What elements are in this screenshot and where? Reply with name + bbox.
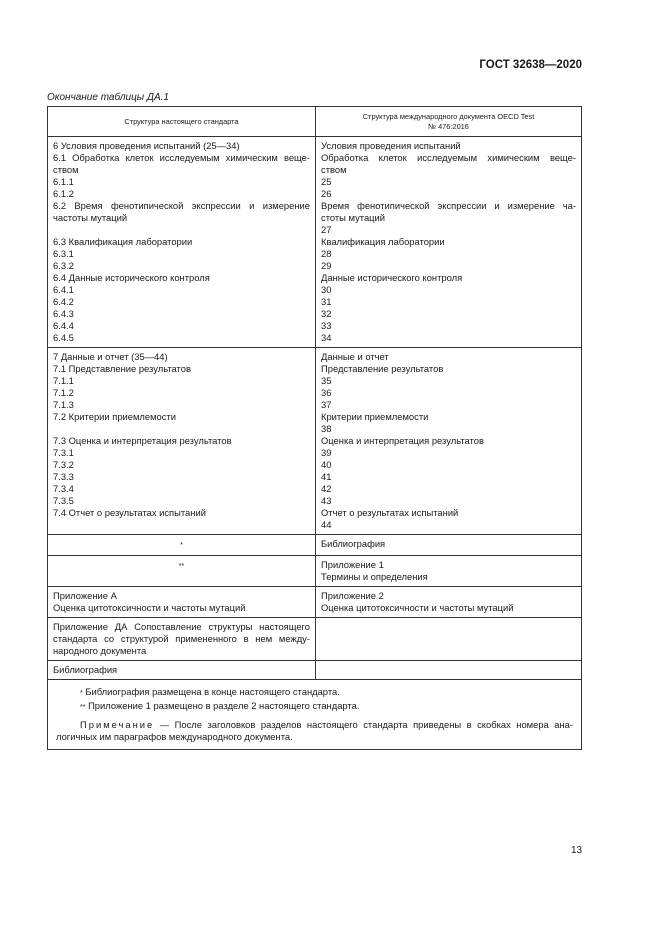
cell-line: 28: [321, 248, 332, 259]
comparison-table: [47, 106, 582, 750]
bibliography-left: *: [48, 535, 316, 556]
cell-line: 34: [321, 332, 332, 343]
cell-line: 7.4 Отчет о результатах испытаний: [53, 507, 206, 518]
cell-line: частоты мутаций: [53, 212, 128, 223]
cell-line: 7.2 Критерии приемлемости: [53, 411, 176, 422]
cell-line: 6.1.2: [53, 188, 74, 199]
cell-line: 6.1 Обработка клеток исследуемым химическим веще-: [53, 152, 310, 163]
cell-line: 44: [321, 519, 332, 530]
cell-line: ством: [53, 164, 79, 175]
cell-line: 31: [321, 296, 332, 307]
cell-line: Приложение 1: [321, 559, 384, 570]
cell-line: 6.4.3: [53, 308, 74, 319]
cell-line: Термины и определения: [321, 571, 428, 582]
col2-header-line2: № 476:2016: [428, 121, 469, 131]
table-row-appendix1: [48, 556, 582, 587]
appendixA-left: [48, 587, 316, 618]
table-row-appendixDA: [48, 618, 582, 661]
cell-line: Отчет о результатах испытаний: [321, 507, 459, 518]
table-header-row: [48, 107, 582, 137]
cell-line: Оценка цитотоксичности и частоты мутаций: [53, 602, 246, 613]
cell-line: 39: [321, 447, 332, 458]
col1-header: Структура настоящего стандарта: [48, 107, 316, 137]
footnote-1: * Библиография размещена в конце настоящего стандарта.: [80, 686, 340, 697]
cell-line: 6.4.2: [53, 296, 74, 307]
cell-line: Представление результатов: [321, 363, 444, 374]
cell-line: 6.4.4: [53, 320, 74, 331]
cell-line: 33: [321, 320, 332, 331]
cell-line: Критерии приемлемости: [321, 411, 429, 422]
cell-line: 29: [321, 260, 332, 271]
cell-line: Оценка цитотоксичности и частоты мутаций: [321, 602, 514, 613]
cell-line: 30: [321, 284, 332, 295]
appendix1-left: **: [48, 556, 316, 587]
cell-line: 26: [321, 188, 332, 199]
cell-line: Приложение 2: [321, 590, 384, 601]
cell-line: Обработка клеток исследуемым химическим веще-: [321, 152, 576, 163]
cell-line: Приложение ДА Сопоставление структуры настоящего: [53, 621, 310, 632]
cell-line: 7.1.1: [53, 375, 74, 386]
cell-line: 7.3.3: [53, 471, 74, 482]
cell-line: 7.3 Оценка и интерпретация результатов: [53, 435, 232, 446]
bibliography-last-right: [316, 661, 582, 680]
table-notes: [48, 680, 582, 750]
cell-line: 32: [321, 308, 332, 319]
table-row-bibliography: [48, 535, 582, 556]
cell-line: 6.1.1: [53, 176, 74, 187]
appendix1-right: [316, 556, 582, 587]
cell-line: Данные исторического контроля: [321, 272, 463, 283]
table-row-section7: [48, 348, 582, 535]
note-label: Примечание: [80, 719, 155, 730]
note-text: — После заголовков разделов настоящего стандарта приведены в скобках номера ана-логичных им параграфов международного документа.: [56, 719, 573, 742]
cell-line: ством: [321, 164, 347, 175]
appendixDA-left: [48, 618, 316, 661]
footnote-2: ** Приложение 1 размещено в разделе 2 настоящего стандарта.: [80, 700, 360, 711]
bibliography-last-left: Библиография: [48, 661, 316, 680]
cell-line: 6.2 Время фенотипической экспрессии и измерение: [53, 200, 310, 211]
cell-line: 6.4.1: [53, 284, 74, 295]
cell-line: 7.1 Представление результатов: [53, 363, 191, 374]
cell-line: 7 Данные и отчет (35—44): [53, 351, 168, 362]
cell-line: [53, 224, 310, 236]
cell-line: 6.4 Данные исторического контроля: [53, 272, 210, 283]
cell-line: стоты мутаций: [321, 212, 386, 223]
cell-line: 7.3.5: [53, 495, 74, 506]
cell-line: 6.3.1: [53, 248, 74, 259]
table-row-section6: [48, 137, 582, 348]
bibliography-right: Библиография: [316, 535, 582, 556]
section7-left: [48, 348, 316, 535]
cell-line: 7.3.1: [53, 447, 74, 458]
cell-line: 27: [321, 224, 332, 235]
section7-right: [316, 348, 582, 535]
cell-line: [53, 423, 310, 435]
cell-line: 7.3.4: [53, 483, 74, 494]
cell-line: 37: [321, 399, 332, 410]
cell-line: 41: [321, 471, 332, 482]
cell-line: народного документа: [53, 645, 147, 656]
page-number: 13: [571, 845, 583, 856]
cell-line: 6.3 Квалификация лаборатории: [53, 236, 193, 247]
cell-line: 36: [321, 387, 332, 398]
cell-line: 40: [321, 459, 332, 470]
col2-header: [316, 107, 582, 137]
cell-line: Квалификация лаборатории: [321, 236, 445, 247]
cell-line: 7.3.2: [53, 459, 74, 470]
cell-line: 35: [321, 375, 332, 386]
cell-line: Данные и отчет: [321, 351, 389, 362]
cell-line: 7.1.2: [53, 387, 74, 398]
cell-line: 6.3.2: [53, 260, 74, 271]
table-notes-row: [48, 680, 582, 750]
table-row-bibliography-last: [48, 661, 582, 680]
table-caption: Окончание таблицы ДА.1: [47, 92, 169, 103]
cell-line: 7.1.3: [53, 399, 74, 410]
cell-line: 25: [321, 176, 332, 187]
cell-line: 38: [321, 423, 332, 434]
table-note: [56, 719, 573, 743]
cell-line: 43: [321, 495, 332, 506]
cell-line: стандарта со структурой примененного в нем между-: [53, 633, 310, 644]
cell-line: 6.4.5: [53, 332, 74, 343]
col2-header-line1: Структура международного документа OECD Test: [362, 111, 535, 121]
cell-line: Условия проведения испытаний: [321, 140, 461, 151]
section6-left: [48, 137, 316, 348]
cell-line: Приложение А: [53, 590, 117, 601]
appendixDA-right: [316, 618, 582, 661]
cell-line: Время фенотипической экспрессии и измерение ча-: [321, 200, 576, 211]
standard-header: ГОСТ 32638—2020: [479, 59, 582, 71]
section6-right: [316, 137, 582, 348]
appendixA-right: [316, 587, 582, 618]
cell-line: Оценка и интерпретация результатов: [321, 435, 484, 446]
cell-line: [53, 519, 310, 531]
table-row-appendixA: [48, 587, 582, 618]
cell-line: 6 Условия проведения испытаний (25—34): [53, 140, 240, 151]
cell-line: 42: [321, 483, 332, 494]
